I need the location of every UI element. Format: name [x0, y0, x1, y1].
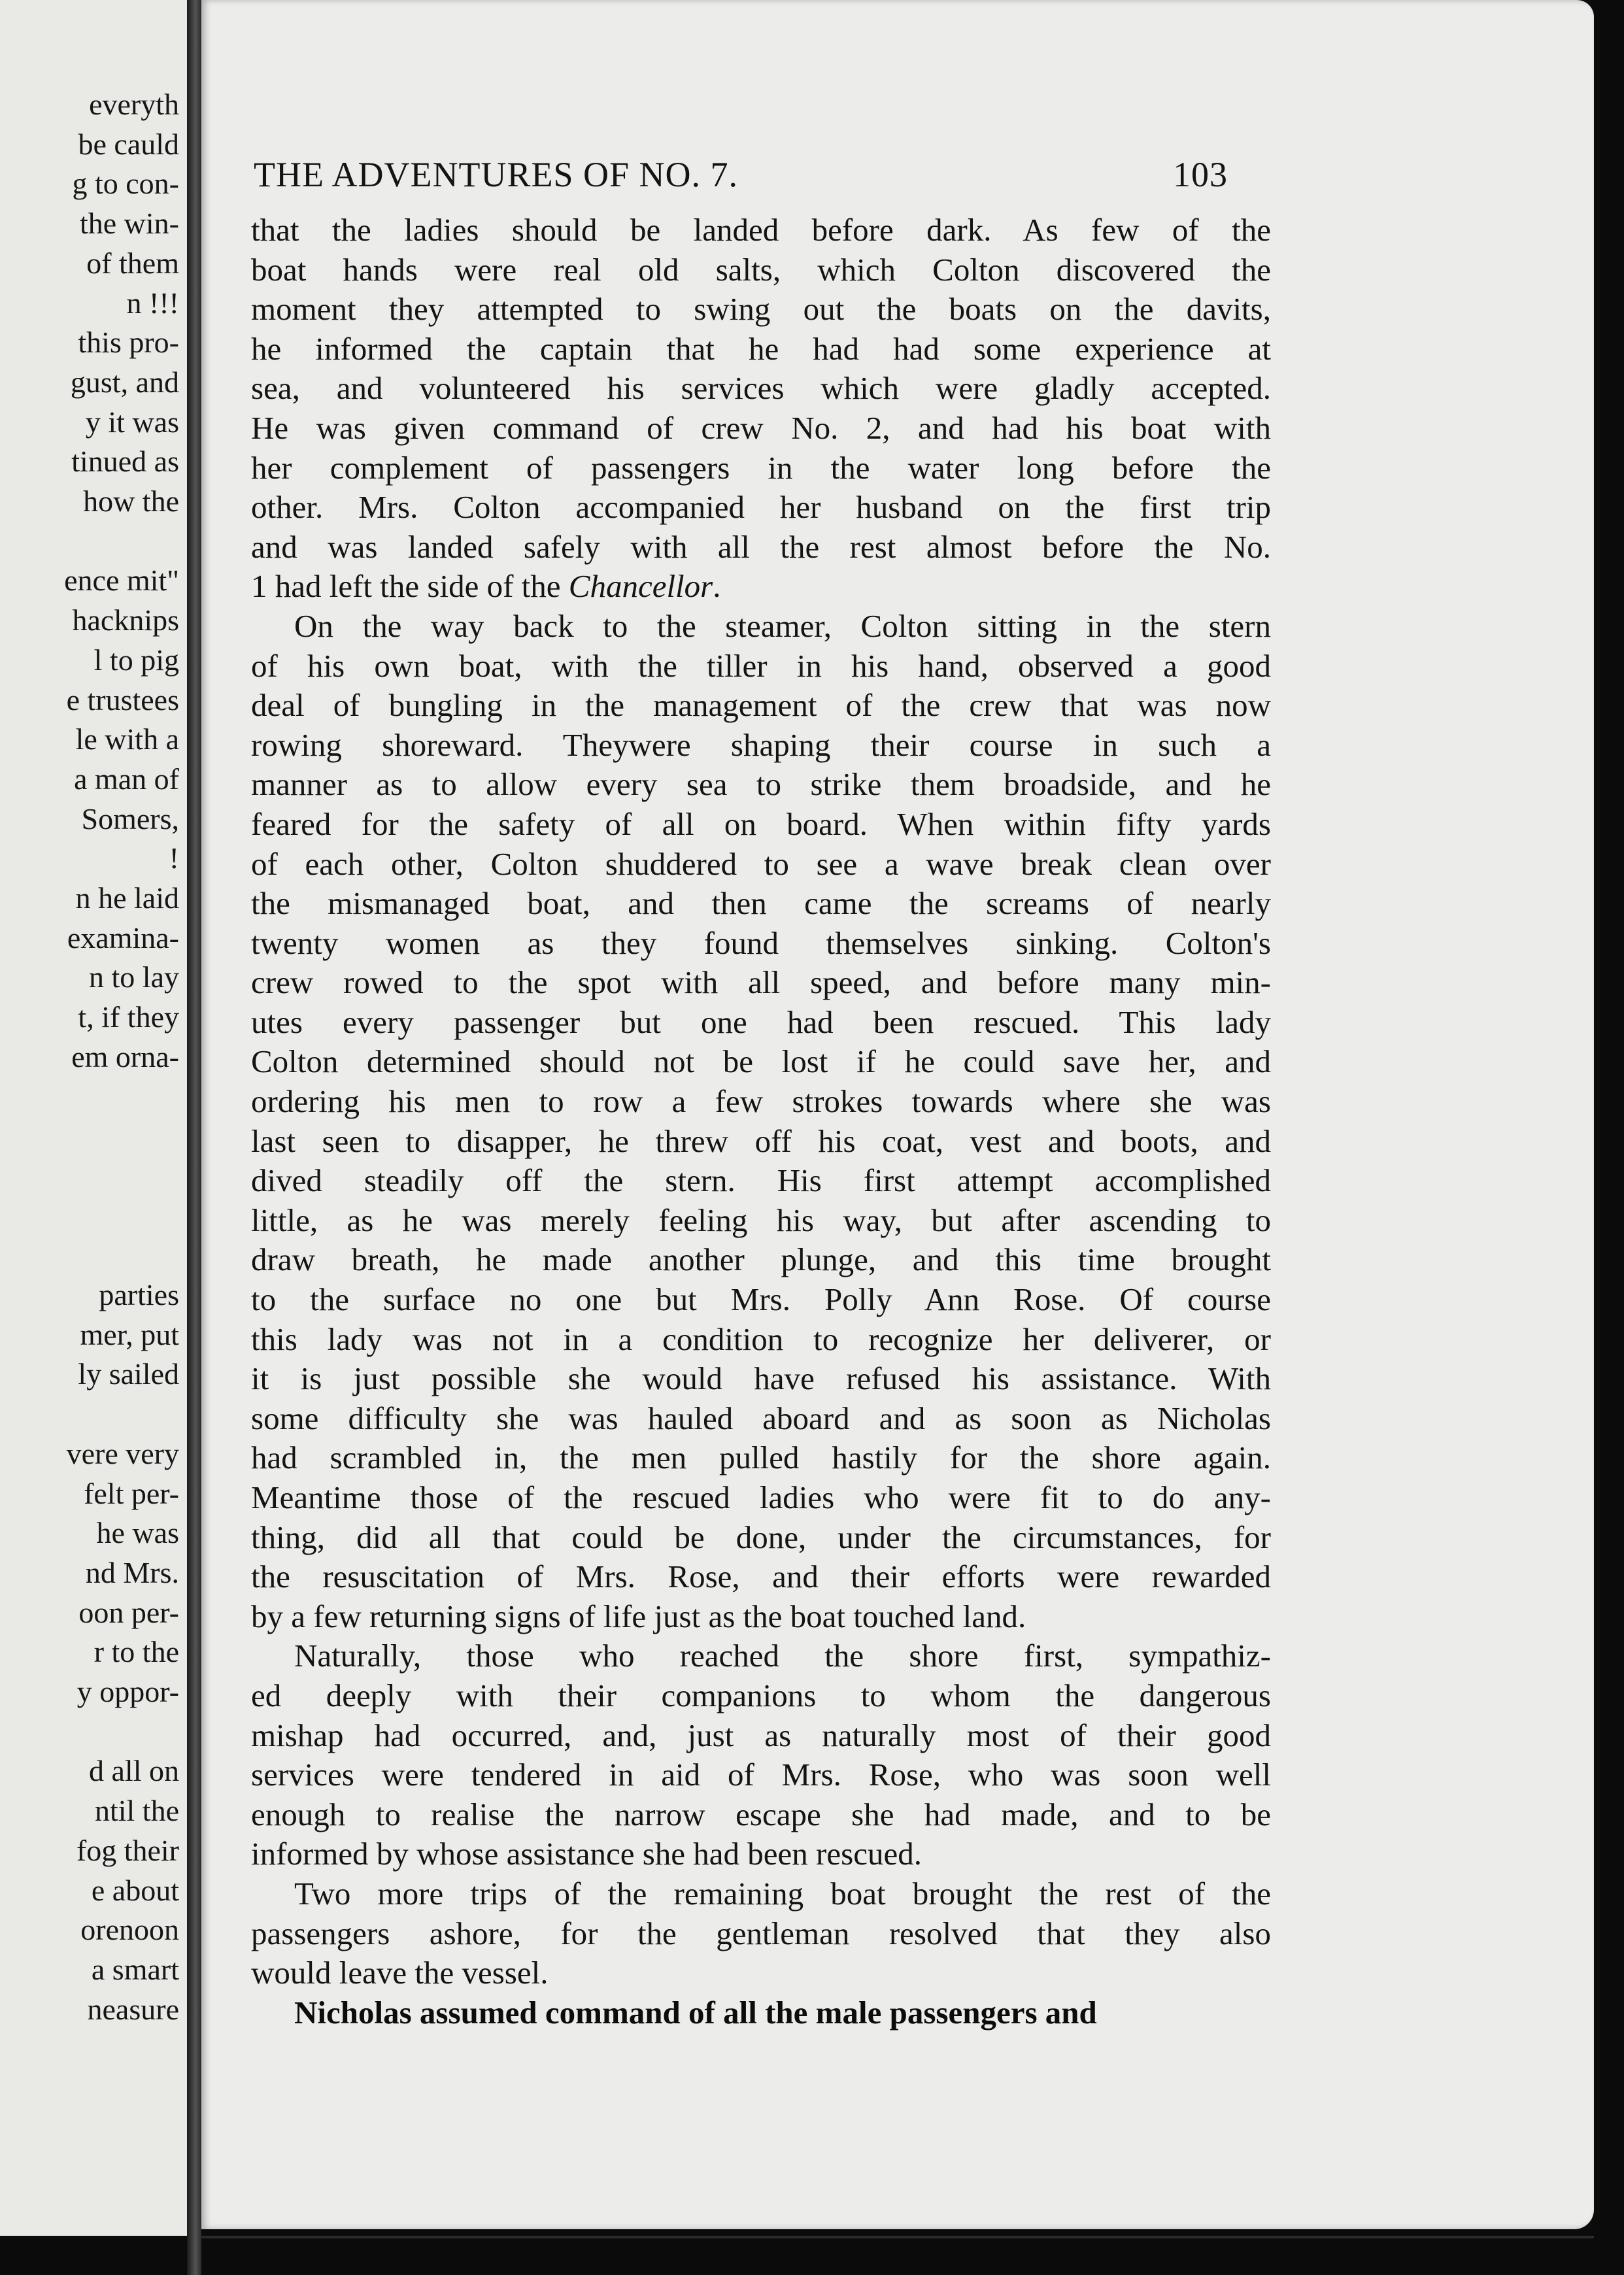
left-page-line: t, if they	[78, 1000, 179, 1034]
text-line: and was landed safely with all the rest almost before the No.	[251, 528, 1271, 565]
left-page-line: everyth	[89, 88, 179, 121]
left-page-line: the win-	[79, 207, 179, 241]
text-line: to the surface no one but Mrs. Polly Ann Rose. Of course	[251, 1281, 1271, 1318]
text-line: He was given command of crew No. 2, and had his boat with	[251, 409, 1271, 446]
text-line: last seen to disapper, he threw off his coat, vest and boots, and	[251, 1122, 1271, 1159]
running-title: THE ADVENTURES OF NO. 7.	[254, 155, 739, 194]
text-line: feared for the safety of all on board. When within fifty yards	[251, 805, 1271, 842]
left-page-line: be cauld	[78, 127, 179, 161]
text-line: services were tendered in aid of Mrs. Rose, who was soon well	[251, 1757, 1271, 1793]
ship-name: Chancellor	[568, 568, 713, 605]
left-page-line: ence mit"	[64, 564, 179, 598]
left-page-line: n !!!	[126, 286, 179, 320]
text-line: of his own boat, with the tiller in his hand, observed a good	[251, 647, 1271, 684]
left-page-line: ntil the	[94, 1794, 179, 1828]
left-page-line: ly sailed	[78, 1357, 179, 1391]
text-line: thing, did all that could be done, under the circumstances, for	[251, 1519, 1271, 1555]
text-line: manner as to allow every sea to strike them broadside, and he	[251, 766, 1271, 803]
left-page-line: tinued as	[71, 445, 179, 479]
book-gutter	[187, 0, 201, 2275]
left-page-line: orenoon	[80, 1913, 179, 1947]
left-page-line: this pro-	[78, 326, 179, 360]
left-page-line: e about	[91, 1873, 179, 1907]
left-page-line: e trustees	[66, 682, 179, 716]
left-page-line: parties	[99, 1278, 179, 1311]
left-page-line: nd Mrs.	[85, 1555, 179, 1589]
text-line: ordering his men to row a few strokes towards where she was	[251, 1083, 1271, 1120]
text-line: utes every passenger but one had been rescued. This lady	[251, 1003, 1271, 1040]
text-line: had scrambled in, the men pulled hastily for the shore again.	[251, 1440, 1271, 1476]
text-line: Two more trips of the remaining boat brought the rest of the	[294, 1875, 1271, 1912]
text-line: some difficulty she was hauled aboard and as soon as Nicholas	[251, 1400, 1271, 1436]
text-line: moment they attempted to swing out the boats on the davits,	[251, 291, 1271, 328]
left-page-line: g to con-	[72, 167, 179, 201]
left-page-line: oon per-	[78, 1595, 179, 1629]
text-line: On the way back to the steamer, Colton sitting in the stern	[294, 607, 1271, 644]
text-line: boat hands were real old salts, which Colton discovered the	[251, 251, 1271, 288]
text-line: he informed the captain that he had had some experience at	[251, 330, 1271, 367]
text-line: Colton determined should not be lost if he could save her, and	[251, 1043, 1271, 1080]
left-page-line: gust, and	[70, 365, 179, 399]
left-page-line: of them	[86, 246, 179, 280]
text-line: dived steadily off the stern. His first attempt accomplished	[251, 1162, 1271, 1199]
text-line: the resuscitation of Mrs. Rose, and their efforts were rewarded	[251, 1559, 1271, 1595]
left-page-line: Somers,	[81, 801, 179, 835]
left-page-line: n to lay	[89, 960, 179, 994]
left-page-line: d all on	[89, 1754, 179, 1788]
text-line: of each other, Colton shuddered to see a wave break clean over	[251, 845, 1271, 882]
left-page-line: felt per-	[84, 1476, 179, 1510]
running-head	[254, 154, 1228, 200]
text-line: informed by whose assistance she had been rescued.	[251, 1836, 922, 1872]
text-line: enough to realise the narrow escape she had made, and to be	[251, 1796, 1271, 1832]
text-line: twenty women as they found themselves sinking. Colton's	[251, 924, 1271, 961]
text-line: it is just possible she would have refused his assistance. With	[251, 1360, 1271, 1397]
text-line: 1 had left the side of the Chancellor.	[251, 568, 721, 605]
left-page-line: r to the	[93, 1635, 179, 1669]
left-page-line: vere very	[66, 1436, 179, 1470]
left-page-fragment	[0, 0, 191, 2236]
left-page-line: how the	[83, 484, 179, 518]
text-line: sea, and volunteered his services which were gladly accepted.	[251, 370, 1271, 407]
text-line: passengers ashore, for the gentleman resolved that they also	[251, 1915, 1271, 1951]
left-page-line: fog their	[76, 1833, 179, 1867]
text-line: this lady was not in a condition to recognize her deliverer, or	[251, 1321, 1271, 1357]
text-line: rowing shoreward. Theywere shaping their course in such a	[251, 726, 1271, 763]
text-line: the mismanaged boat, and then came the screams of nearly	[251, 885, 1271, 922]
text-line: Nicholas assumed command of all the male passengers and	[294, 1994, 1097, 2031]
page-number: 103	[1173, 155, 1228, 194]
text-line: other. Mrs. Colton accompanied her husband on the first trip	[251, 489, 1271, 526]
left-page-line: !	[169, 841, 179, 875]
left-page-line: y it was	[85, 405, 179, 439]
text-line: that the ladies should be landed before dark. As few of the	[251, 212, 1271, 248]
left-page-line: he was	[96, 1516, 179, 1550]
left-page-line: n he laid	[75, 881, 179, 915]
left-page-line: neasure	[87, 1992, 179, 2026]
left-page-line: hacknips	[72, 603, 179, 637]
body-text	[251, 211, 1271, 2032]
text-line: crew rowed to the spot with all speed, and before many min-	[251, 964, 1271, 1001]
left-page-line: a man of	[74, 762, 179, 796]
text-line: Meantime those of the rescued ladies who were fit to do any-	[251, 1479, 1271, 1515]
text-line: Naturally, those who reached the shore first, sympathiz-	[294, 1638, 1271, 1674]
text-line: ed deeply with their companions to whom the dangerous	[251, 1677, 1271, 1713]
left-page-line: le with a	[75, 722, 179, 756]
text-line: little, as he was merely feeling his way, but after ascending to	[251, 1202, 1271, 1238]
left-page-line: examina-	[67, 920, 179, 954]
left-page-line: a smart	[91, 1952, 179, 1986]
page-bottom-edge	[201, 2236, 1594, 2238]
text-line: her complement of passengers in the water long before the	[251, 449, 1271, 486]
left-page-line: y oppor-	[76, 1675, 179, 1708]
left-page-line: em orna-	[71, 1039, 179, 1073]
text-line: deal of bungling in the management of the crew that was now	[251, 687, 1271, 724]
text-line: draw breath, he made another plunge, and this time brought	[251, 1241, 1271, 1278]
text-line: mishap had occurred, and, just as naturally most of their good	[251, 1717, 1271, 1753]
left-page-line: mer, put	[80, 1317, 179, 1351]
text-line: by a few returning signs of life just as the boat touched land.	[251, 1598, 1026, 1634]
text-line: would leave the vessel.	[251, 1955, 549, 1991]
left-page-line: l to pig	[93, 643, 179, 677]
